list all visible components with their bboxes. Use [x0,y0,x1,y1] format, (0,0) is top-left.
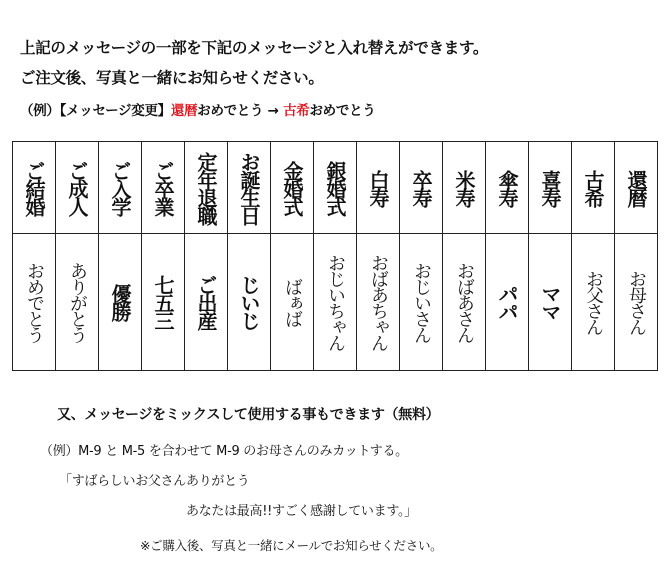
example-to-rest: おめでとう [309,103,376,119]
message-text: ご結婚 [22,160,46,215]
message-cell [185,142,228,233]
message-cell [486,234,529,370]
message-text: 米寿 [452,169,476,206]
purchase-note: ※ご購入後、写真と一緒にメールでお知らせください。 [140,538,443,553]
message-text: ご成人 [65,160,89,215]
message-text: ばぁば [282,278,303,326]
change-example [20,99,375,119]
message-text: 古希 [581,169,605,206]
message-cell [271,234,314,370]
message-cell [615,142,657,233]
message-text: おばあさん [454,262,475,342]
message-cell [56,142,99,233]
message-cell [529,142,572,233]
message-cell [357,142,400,233]
mix-heading: 又、メッセージをミックスして使用する事もできます（無料） [57,407,440,423]
message-text: 白寿 [366,169,390,206]
message-row-top [13,142,657,234]
message-text: 優勝 [108,284,132,320]
message-cell [443,142,486,233]
intro-line-2: ご注文後、写真と一緒にお知らせください。 [20,69,324,87]
message-text: お父さん [583,270,604,334]
message-text: 金婚式 [280,160,304,215]
message-text: ご卒業 [151,160,175,215]
message-text: 七五三 [151,275,175,329]
example-to-highlight: 古希 [283,103,310,119]
message-text: 定年退職 [194,151,218,224]
message-cell [357,234,400,370]
message-cell [142,234,185,370]
message-text: パパ [495,284,519,320]
mix-quote-line-1: 「すばらしいお父さんありがとう [59,474,250,489]
message-text: 銀婚式 [323,160,347,215]
intro-line-1: 上記のメッセージの一部を下記のメッセージと入れ替えができます。 [20,39,489,57]
message-cell [228,142,271,233]
message-text: おじいちゃん [325,254,346,350]
message-cell [443,234,486,370]
message-cell [572,142,615,233]
message-text: ありがとう [67,262,88,342]
message-cell [400,234,443,370]
example-prefix: （例）【メッセージ変更】 [20,103,171,119]
message-text: じいじ [237,275,261,329]
message-text: おめでとう [24,262,45,342]
message-cell [486,142,529,233]
message-row-bottom [13,234,657,370]
message-text: 卒寿 [409,169,433,206]
message-text: ご出産 [194,275,218,329]
message-grid [12,141,658,371]
message-text: 還暦 [624,169,648,206]
message-text: 傘寿 [495,169,519,206]
message-cell [99,234,142,370]
example-from-rest: おめでとう → [197,103,284,119]
message-text: お誕生日 [237,151,261,224]
message-cell [572,234,615,370]
message-cell [314,142,357,233]
message-cell [56,234,99,370]
message-cell [185,234,228,370]
message-cell [529,234,572,370]
message-text: お母さん [626,270,647,334]
message-text: おじいさん [411,262,432,342]
message-cell [13,234,56,370]
message-text: 喜寿 [538,169,562,206]
message-cell [615,234,657,370]
example-from-highlight: 還暦 [170,103,198,119]
message-cell [400,142,443,233]
message-cell [142,142,185,233]
mix-quote-line-2: あなたは最高!!すごく感謝しています。」 [186,504,417,519]
message-text: ママ [538,284,562,320]
message-cell [271,142,314,233]
message-cell [228,234,271,370]
message-cell [99,142,142,233]
message-text: ご入学 [108,160,132,215]
message-text: おばあちゃん [368,254,389,350]
message-cell [314,234,357,370]
message-cell [13,142,56,233]
mix-example: （例）M-9 と M-5 を合わせて M-9 のお母さんのみカットする。 [40,444,408,459]
